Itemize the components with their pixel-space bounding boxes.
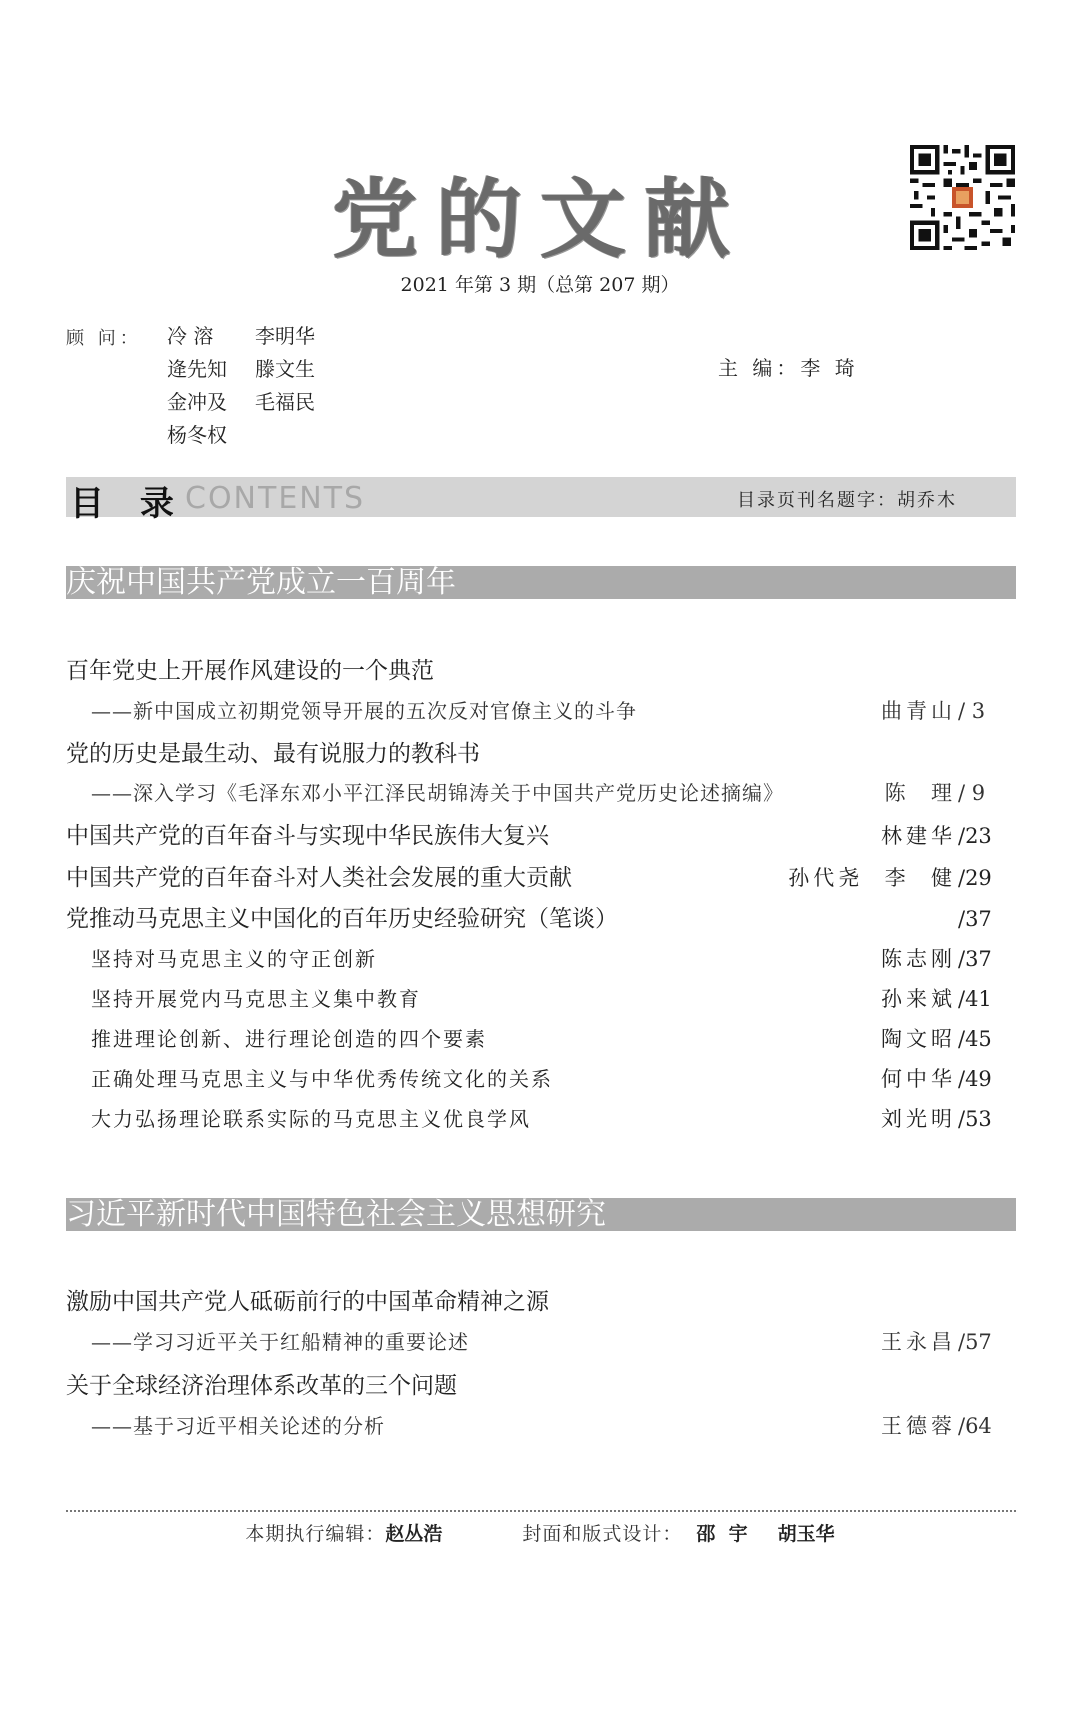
- calligraphy-label: 目录页刊名题字：: [737, 490, 897, 511]
- toc-entry-page: /23: [958, 824, 992, 848]
- toc-entry-subtitle: ——深入学习《毛泽东邓小平江泽民胡锦涛关于中国共产党历史论述摘编》: [91, 781, 784, 805]
- toc-entry-page: /37: [958, 947, 992, 971]
- toc-entry: [66, 1327, 1016, 1357]
- design-label: 封面和版式设计：: [522, 1523, 683, 1545]
- advisors-row: [167, 386, 343, 419]
- toc-entry: [66, 1024, 1016, 1054]
- toc-entry-author: 孙来斌: [881, 987, 956, 1011]
- advisor-name: 杨冬权: [167, 423, 227, 447]
- toc-entry-title: 党推动马克思主义中国化的百年历史经验研究（笔谈）: [66, 906, 618, 932]
- toc-entry-author: 陈志刚: [881, 947, 956, 971]
- advisors-list: [167, 320, 343, 452]
- toc-entry: [66, 738, 1016, 770]
- toc-entry-page: / 3: [958, 699, 986, 723]
- toc-title: 目 录: [70, 484, 186, 524]
- toc-entry-title: 中国共产党的百年奋斗与实现中华民族伟大复兴: [66, 823, 549, 849]
- toc-entry: [66, 820, 1016, 852]
- toc-entry-title: 坚持开展党内马克思主义集中教育: [91, 987, 421, 1011]
- advisors-row: [167, 353, 343, 386]
- toc-entry-page: /49: [958, 1067, 992, 1091]
- toc-entry: [66, 655, 1016, 687]
- toc-entry-author: 陶文昭: [881, 1027, 956, 1051]
- toc-calligraphy-credit: [737, 486, 957, 512]
- toc-entry-page: /37: [958, 907, 992, 931]
- chief-editor: [718, 352, 859, 381]
- advisors-row: [167, 419, 343, 452]
- toc-entry-page: /64: [958, 1414, 992, 1438]
- toc-entry-author: 孙代尧 李 健: [788, 866, 956, 890]
- toc-entry-subtitle: ——新中国成立初期党领导开展的五次反对官僚主义的斗争: [91, 699, 637, 723]
- toc-entry-title: 坚持对马克思主义的守正创新: [91, 947, 377, 971]
- toc-entry: [66, 1370, 1016, 1402]
- toc-entry-title: 推进理论创新、进行理论创造的四个要素: [91, 1027, 487, 1051]
- toc-entry: [66, 1104, 1016, 1134]
- toc-entry-page: /57: [958, 1330, 992, 1354]
- toc-entry-author: 王永昌: [881, 1330, 956, 1354]
- toc-entry-author: 刘光明: [881, 1107, 956, 1131]
- toc-entry-title: 正确处理马克思主义与中华优秀传统文化的关系: [91, 1067, 553, 1091]
- advisor-name: 冷 溶: [167, 324, 214, 348]
- chief-editor-label: 主 编：: [718, 356, 801, 380]
- calligraphy-name: 胡乔木: [897, 490, 957, 511]
- issue-number: 2021 年第 3 期（总第 207 期）: [400, 274, 680, 296]
- toc-entry-title: 激励中国共产党人砥砺前行的中国革命精神之源: [66, 1289, 549, 1315]
- toc-entry-author: 曲青山: [881, 699, 956, 723]
- qr-code: [910, 145, 1015, 250]
- toc-entry: [66, 984, 1016, 1014]
- toc-entry-page: /45: [958, 1027, 992, 1051]
- toc-entry-page: /53: [958, 1107, 992, 1131]
- exec-editor-name: 赵丛浩: [385, 1523, 443, 1545]
- toc-entry-page: / 9: [958, 781, 986, 805]
- toc-entry-title: 党的历史是最生动、最有说服力的教科书: [66, 741, 480, 767]
- advisor-name: 李明华: [255, 324, 315, 348]
- chief-editor-name: 李 琦: [800, 356, 859, 380]
- toc-entry-author: 王德蓉: [881, 1414, 956, 1438]
- toc-entry-page: /41: [958, 987, 992, 1011]
- advisor-name: 金冲及: [167, 390, 227, 414]
- toc-entry-title: 中国共产党的百年奋斗对人类社会发展的重大贡献: [66, 865, 572, 891]
- toc-entry: [66, 778, 1016, 808]
- toc-entry: [66, 862, 1016, 894]
- toc-entry-subtitle: ——学习习近平关于红船精神的重要论述: [91, 1330, 469, 1354]
- designer-name: 邵 宇: [696, 1523, 748, 1545]
- toc-entry: [66, 696, 1016, 726]
- toc-entry: [66, 1411, 1016, 1441]
- toc-entry: [66, 944, 1016, 974]
- advisor-name: 逄先知: [167, 357, 227, 381]
- toc-entry-title: 大力弘扬理论联系实际的马克思主义优良学风: [91, 1107, 531, 1131]
- footer-divider: [66, 1510, 1016, 1512]
- footer-credits: [0, 1519, 1080, 1546]
- toc-entry-author: 何中华: [881, 1067, 956, 1091]
- toc-entry: [66, 1286, 1016, 1318]
- exec-editor-label: 本期执行编辑：: [245, 1523, 386, 1545]
- advisor-name: 滕文生: [255, 357, 315, 381]
- advisors-row: [167, 320, 343, 353]
- toc-entry: [66, 903, 1016, 935]
- section-heading: 习近平新时代中国特色社会主义思想研究: [66, 1198, 1016, 1231]
- masthead-title: 党的文献: [332, 169, 748, 270]
- toc-entry-title: 百年党史上开展作风建设的一个典范: [66, 658, 434, 684]
- toc-title-en: CONTENTS: [185, 481, 366, 516]
- toc-entry: [66, 1064, 1016, 1094]
- toc-entry-subtitle: ——基于习近平相关论述的分析: [91, 1414, 385, 1438]
- toc-entry-author: 陈 理: [884, 781, 956, 805]
- toc-entry-title: 关于全球经济治理体系改革的三个问题: [66, 1373, 457, 1399]
- toc-entry-page: /29: [958, 866, 992, 890]
- advisor-name: 毛福民: [255, 390, 315, 414]
- designer-name: 胡玉华: [777, 1523, 835, 1545]
- section-heading: 庆祝中国共产党成立一百周年: [66, 566, 1016, 599]
- advisors-label: 顾 问：: [66, 328, 142, 349]
- toc-entry-author: 林建华: [881, 824, 956, 848]
